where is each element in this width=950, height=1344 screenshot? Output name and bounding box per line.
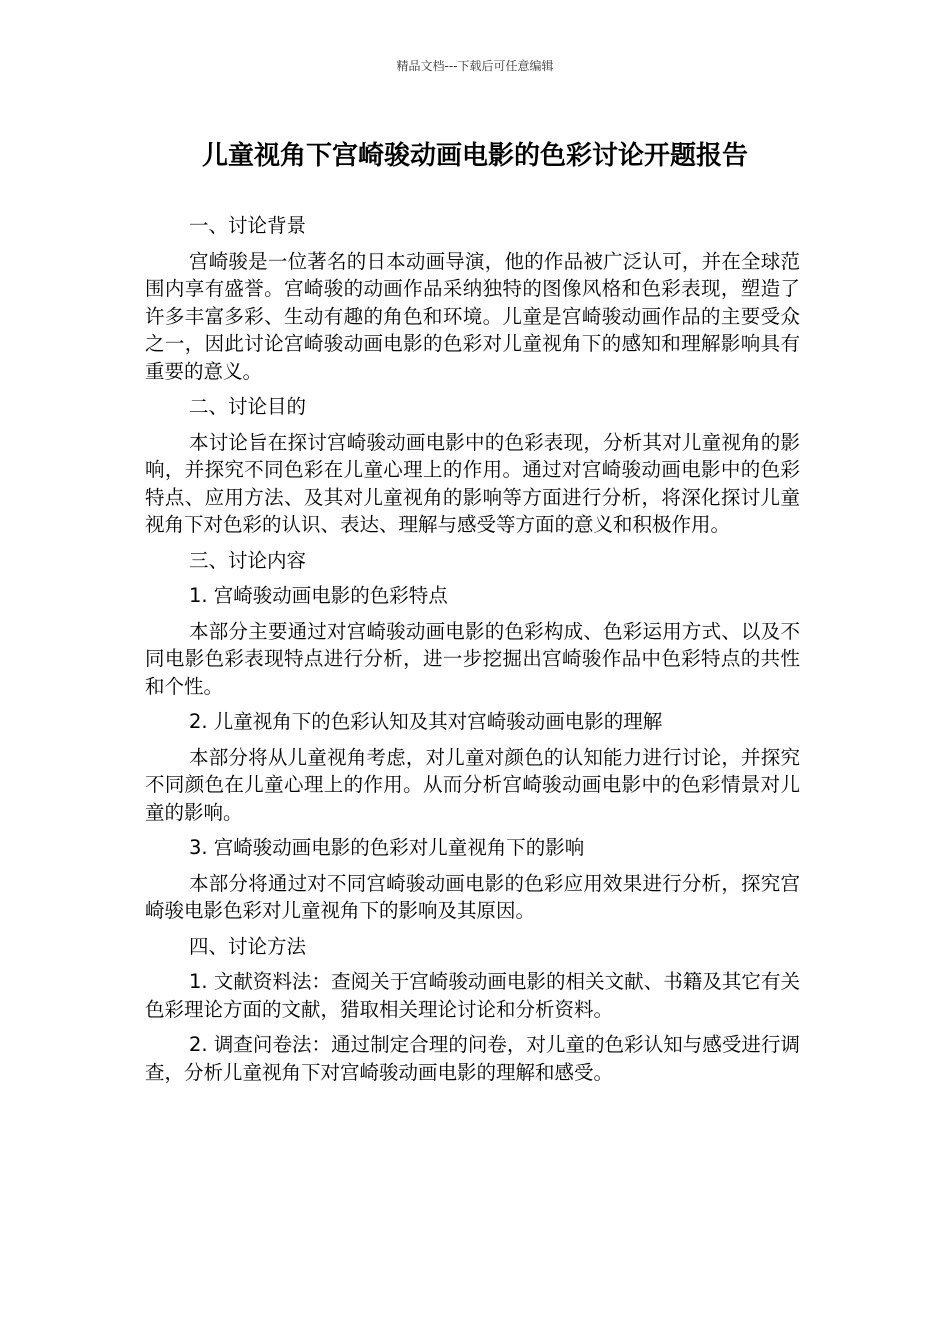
- subheading-color-influence: 3. 宫崎骏动画电影的色彩对儿童视角下的影响: [189, 836, 585, 859]
- paragraph-method-survey: 2. 调查问卷法：通过制定合理的问卷，对儿童的色彩认知与感受进行调查，分析儿童视角下对宫崎骏动画电影的理解和感受。: [145, 1033, 800, 1084]
- section-heading-purpose: 二、讨论目的: [189, 395, 307, 418]
- section-heading-methods: 四、讨论方法: [189, 934, 307, 958]
- subheading-child-perception: 2. 儿童视角下的色彩认知及其对宫崎骏动画电影的理解: [189, 710, 663, 733]
- section-heading-content: 三、讨论内容: [189, 548, 307, 572]
- section-heading-background: 一、讨论背景: [189, 214, 307, 237]
- paragraph-method-literature: 1. 文献资料法：查阅关于宫崎骏动画电影的相关文献、书籍及其它有关色彩理论方面的文献，猎取相关理论讨论和分析资料。: [145, 970, 800, 1021]
- document-title: 儿童视角下宫崎骏动画电影的色彩讨论开题报告: [201, 141, 748, 171]
- subheading-color-features: 1. 宫崎骏动画电影的色彩特点: [189, 584, 448, 607]
- paragraph-color-influence: 本部分将通过对不同宫崎骏动画电影的色彩应用效果进行分析，探究宫崎骏电影色彩对儿童视角下的影响及其原因。: [145, 871, 800, 922]
- page-header: 精品文档---下载后可任意编辑: [396, 59, 554, 73]
- document-body: [145, 212, 800, 1086]
- paragraph-child-perception: 本部分将从儿童视角考虑，对儿童对颜色的认知能力进行讨论，并探究不同颜色在儿童心理上的作用。从而分析宫崎骏动画电影中的色彩情景对儿童的影响。: [145, 745, 800, 824]
- paragraph-background: 宫崎骏是一位著名的日本动画导演，他的作品被广泛认可，并在全球范围内享有盛誉。宫崎骏的动画作品采纳独特的图像风格和色彩表现，塑造了许多丰富多彩、生动有趣的角色和环境。儿童是宫崎骏动画作品的主要受众之一，因此讨论宫崎骏动画电影的色彩对儿童视角下的感知和理解影响具有重要的意义。: [145, 249, 800, 383]
- paragraph-purpose: 本讨论旨在探讨宫崎骏动画电影中的色彩表现，分析其对儿童视角的影响，并探究不同色彩在儿童心理上的作用。通过对宫崎骏动画电影中的色彩特点、应用方法、及其对儿童视角的影响等方面进行分析，将深化探讨儿童视角下对色彩的认识、表达、理解与感受等方面的意义和积极作用。: [145, 430, 800, 536]
- paragraph-color-features: 本部分主要通过对宫崎骏动画电影的色彩构成、色彩运用方式、以及不同电影色彩表现特点进行分析，进一步挖掘出宫崎骏作品中色彩特点的共性和个性。: [145, 619, 800, 698]
